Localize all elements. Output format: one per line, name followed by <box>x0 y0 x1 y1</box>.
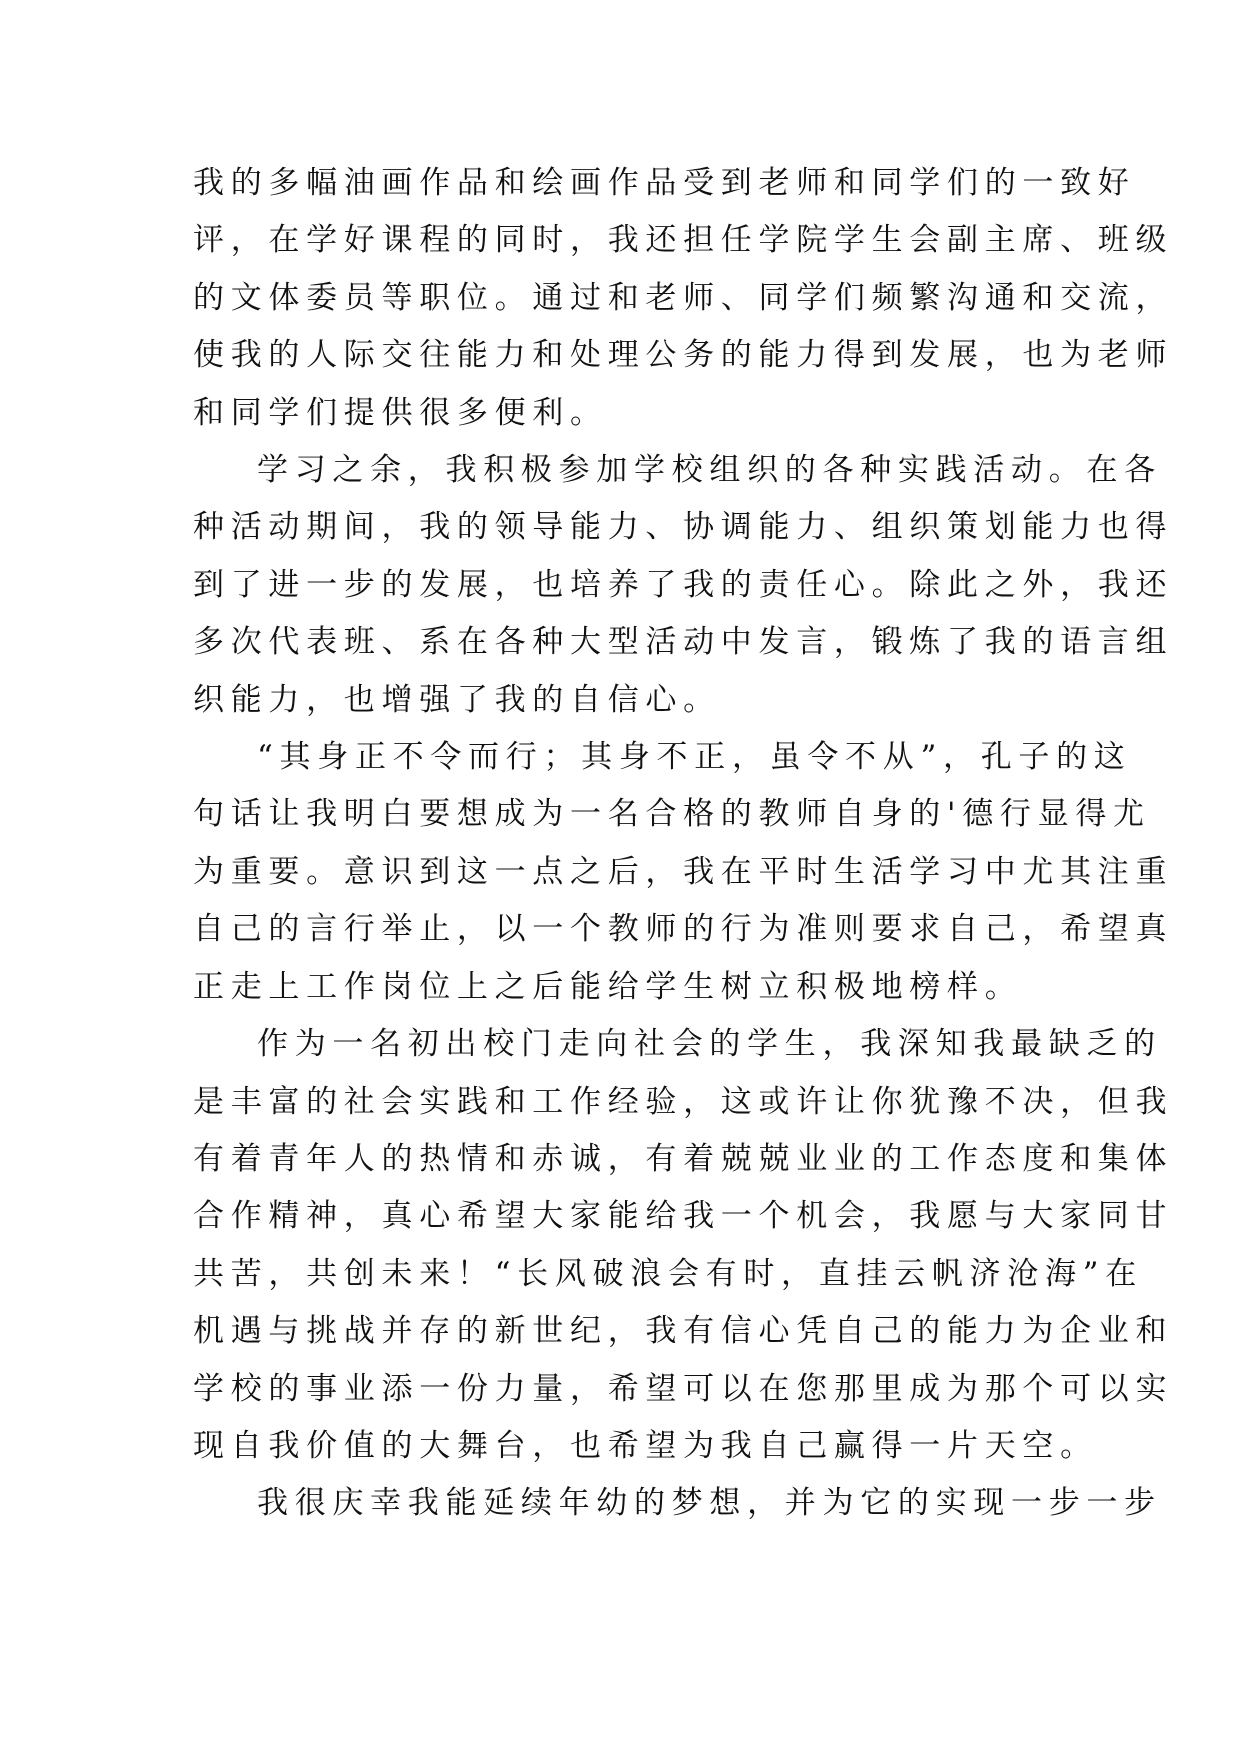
document-body <box>193 155 1174 1533</box>
paragraph <box>193 155 1174 442</box>
text-line: 学习之余，我积极参加学校组织的各种实践活动。在各 <box>257 452 1162 489</box>
text-line: 作为一名初出校门走向社会的学生，我深知我最缺乏的 <box>257 1026 1162 1063</box>
paragraph <box>193 1475 1162 1532</box>
text-line: “其身正不令而行；其身不正，虽令不从”，孔子的这 <box>257 739 1132 776</box>
text-line: 和同学们提供很多便利。 <box>193 394 608 431</box>
text-line: 学校的事业添一份力量，希望可以在您那里成为那个可以实 <box>193 1370 1174 1407</box>
text-line: 织能力，也增强了我的自信心。 <box>193 681 721 718</box>
text-line: 自己的言行举止，以一个教师的行为准则要求自己，希望真 <box>193 911 1174 948</box>
paragraph <box>193 1016 1174 1475</box>
text-line: 是丰富的社会实践和工作经验，这或许让你犹豫不决，但我 <box>193 1083 1174 1120</box>
text-line: 种活动期间，我的领导能力、协调能力、组织策划能力也得 <box>193 509 1174 546</box>
paragraph <box>193 442 1174 729</box>
text-line: 我的多幅油画作品和绘画作品受到老师和同学们的一致好 <box>193 165 1136 201</box>
text-line: 正走上工作岗位上之后能给学生树立积极地榜样。 <box>193 968 1023 1005</box>
text-line: 使我的人际交往能力和处理公务的能力得到发展，也为老师 <box>193 337 1174 374</box>
text-line: 共苦，共创未来！“长风破浪会有时，直挂云帆济沧海”在 <box>193 1255 1143 1292</box>
text-line: 有着青年人的热情和赤诚，有着兢兢业业的工作态度和集体 <box>193 1140 1174 1177</box>
text-line: 句话让我明白要想成为一名合格的教师自身的'德行显得尤 <box>193 796 1151 833</box>
text-line: 我很庆幸我能延续年幼的梦想，并为它的实现一步一步 <box>257 1485 1162 1522</box>
text-line: 机遇与挑战并存的新世纪，我有信心凭自己的能力为企业和 <box>193 1313 1174 1350</box>
text-line: 评，在学好课程的同时，我还担任学院学生会副主席、班级 <box>193 222 1174 259</box>
text-line: 多次代表班、系在各种大型活动中发言，锻炼了我的语言组 <box>193 624 1174 661</box>
text-line: 合作精神，真心希望大家能给我一个机会，我愿与大家同甘 <box>193 1198 1174 1235</box>
text-line: 的文体委员等职位。通过和老师、同学们频繁沟通和交流， <box>193 279 1174 316</box>
text-line: 现自我价值的大舞台，也希望为我自己赢得一片天空。 <box>193 1427 1098 1464</box>
text-line: 为重要。意识到这一点之后，我在平时生活学习中尤其注重 <box>193 853 1174 890</box>
paragraph <box>193 729 1174 1016</box>
text-line: 到了进一步的发展，也培养了我的责任心。除此之外，我还 <box>193 566 1174 603</box>
